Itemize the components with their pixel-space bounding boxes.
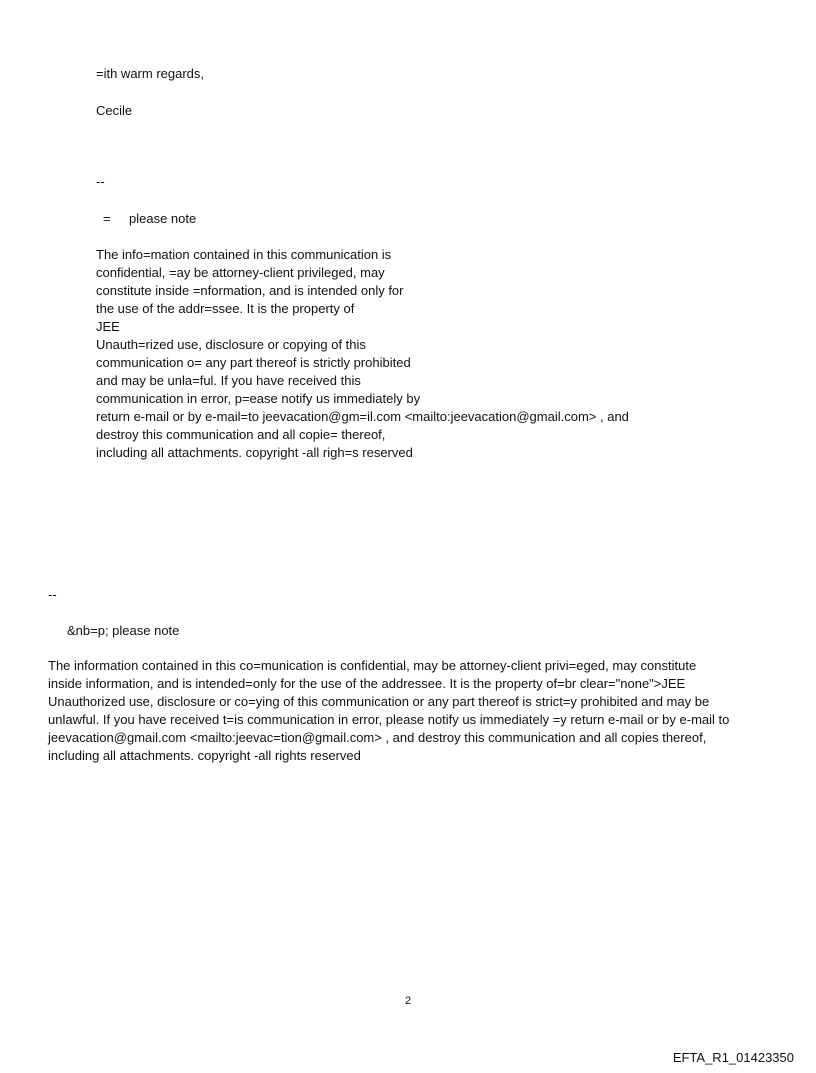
disclaimer-line: communication in error, p=ease notify us immediately by — [96, 391, 421, 406]
quoted-separator: -- — [48, 587, 57, 602]
disclaimer-line: and may be unla=ful. If you have received this — [96, 373, 361, 388]
closing-line: =ith warm regards, — [96, 66, 205, 81]
quoted-disclaimer-line: The information contained in this co=munication is confidential, may be attorney-client privi=eged, may constitute — [48, 658, 697, 673]
quoted-note-label: &nb=p; please note — [67, 623, 180, 638]
quoted-disclaimer-block — [48, 657, 729, 765]
note-label: please note — [129, 211, 197, 226]
quoted-disclaimer-line: jeevacation@gmail.com <mailto:jeevac=tion@gmail.com> , and destroy this communication and all copies thereof, — [48, 730, 707, 745]
note-bullet: = — [103, 211, 111, 226]
disclaimer-line: JEE — [96, 319, 120, 334]
disclaimer-block — [96, 246, 629, 462]
signature-name: Cecile — [96, 103, 133, 118]
disclaimer-line: return e-mail or by e-mail=to jeevacation@gm=il.com <mailto:jeevacation@gmail.com> , and — [96, 409, 629, 424]
disclaimer-line: Unauth=rized use, disclosure or copying of this — [96, 337, 366, 352]
disclaimer-line: communication o= any part thereof is strictly prohibited — [96, 355, 411, 370]
disclaimer-line: The info=mation contained in this communication is — [96, 247, 392, 262]
quoted-disclaimer-line: Unauthorized use, disclosure or co=ying of this communication or any part thereof is strict=y prohibited and may be — [48, 694, 710, 709]
quoted-disclaimer-line: including all attachments. copyright -all rights reserved — [48, 748, 361, 763]
disclaimer-line: the use of the addr=ssee. It is the property of — [96, 301, 355, 316]
signature-separator: -- — [96, 174, 105, 189]
disclaimer-line: confidential, =ay be attorney-client privileged, may — [96, 265, 385, 280]
quoted-disclaimer-line: inside information, and is intended=only for the use of the addressee. It is the property of=br clear="none">JEE — [48, 676, 686, 691]
page-number: 2 — [404, 995, 412, 1007]
document-id: EFTA_R1_01423350 — [672, 1050, 794, 1065]
disclaimer-line: destroy this communication and all copie= thereof, — [96, 427, 386, 442]
disclaimer-line: including all attachments. copyright -all righ=s reserved — [96, 445, 413, 460]
disclaimer-line: constitute inside =nformation, and is intended only for — [96, 283, 404, 298]
quoted-disclaimer-line: unlawful. If you have received t=is communication in error, please notify us immediately =y return e-mail or by e-mail to — [48, 712, 730, 727]
